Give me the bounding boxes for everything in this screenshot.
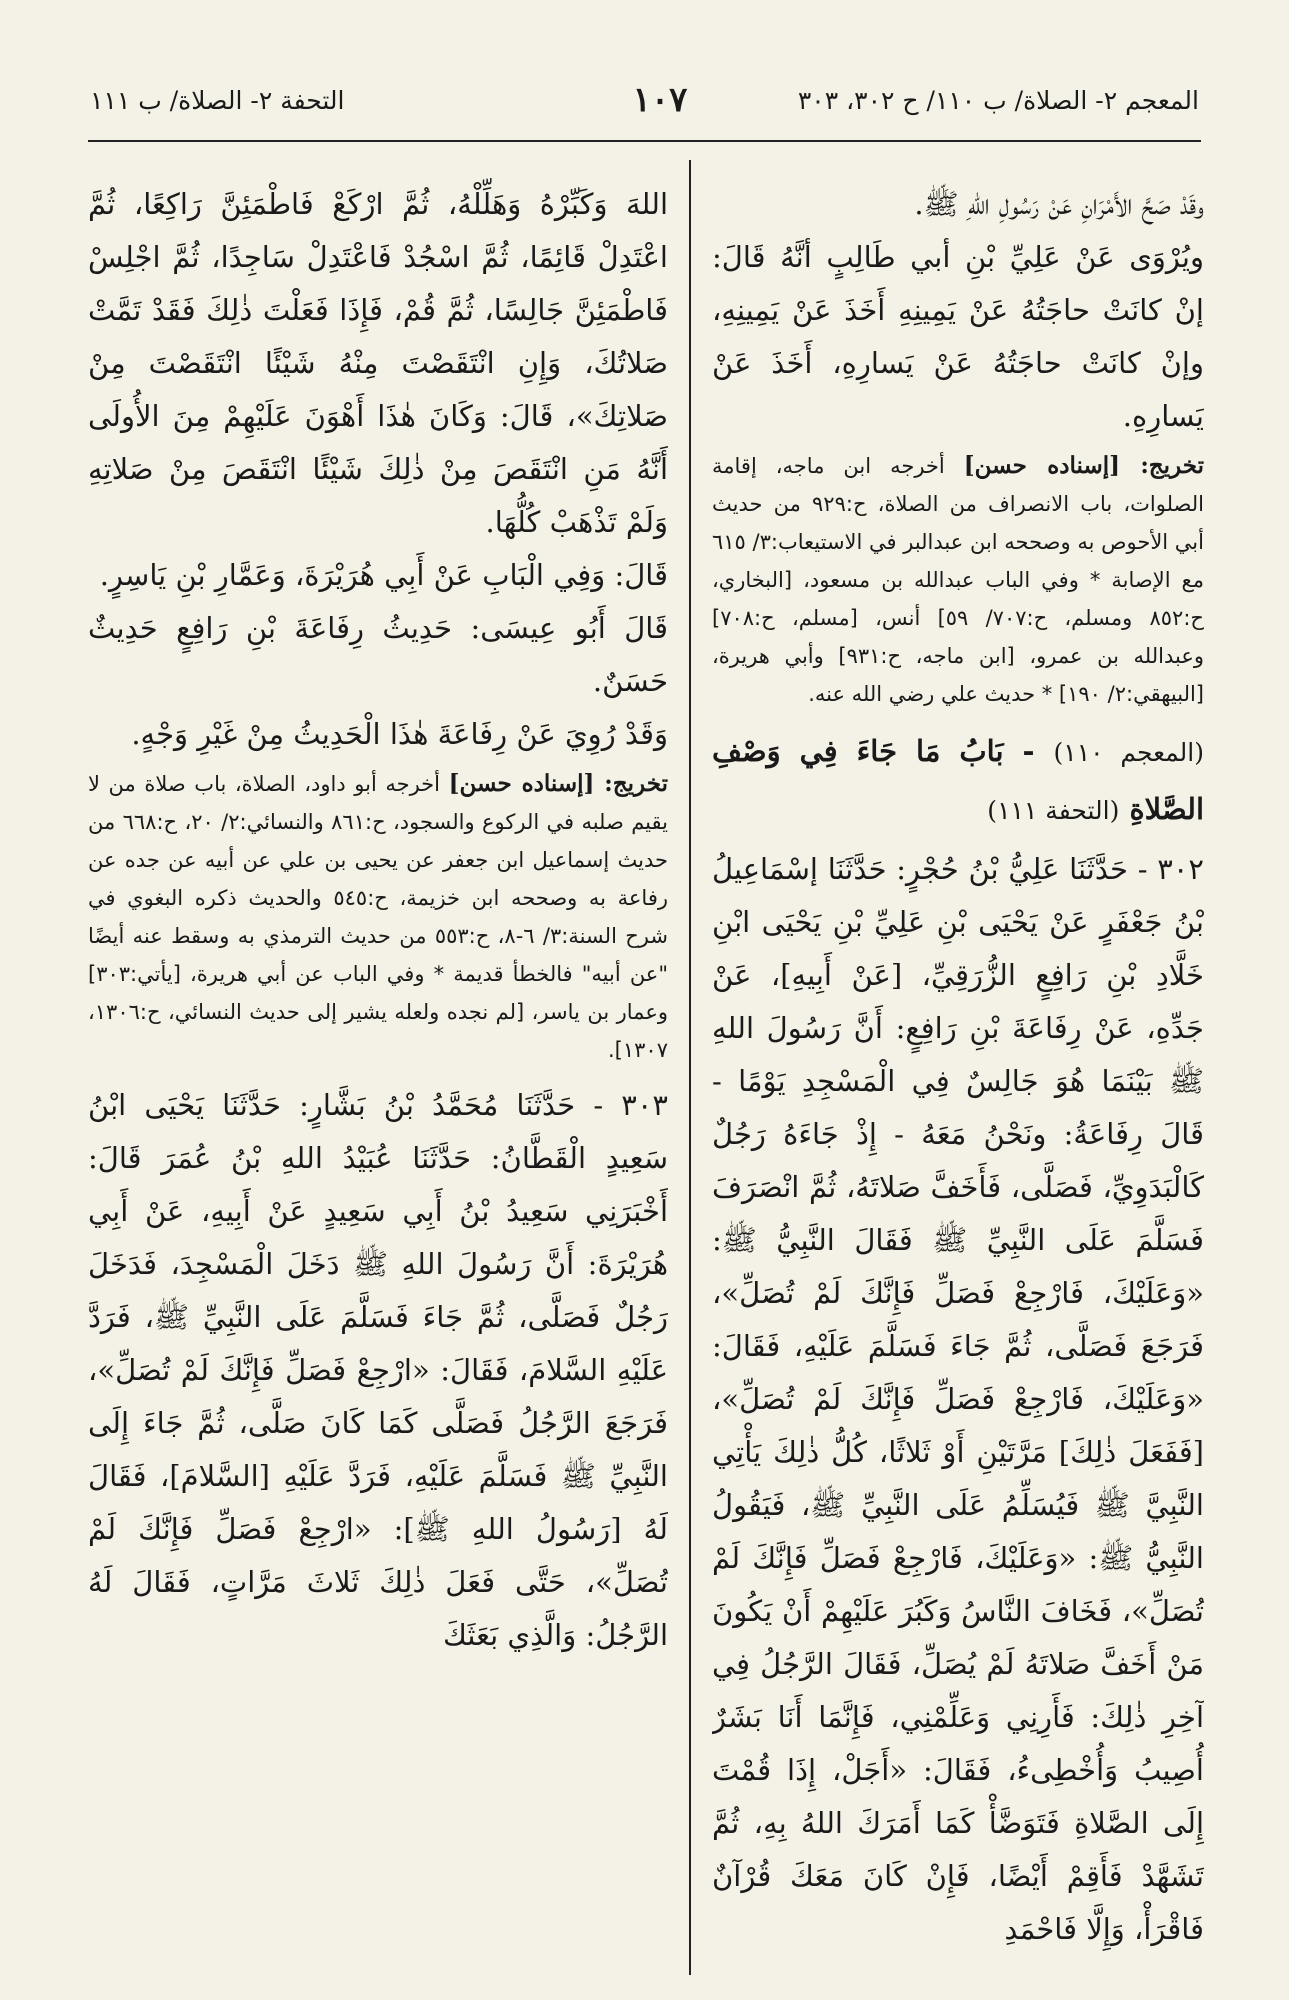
chapter-title: - بَابُ مَا جَاءَ فِي وَصْفِ الصَّلاةِ: [712, 734, 1204, 826]
paragraph: اللهَ وَكَبِّرْهُ وَهَلِّلْهُ، ثُمَّ ارْكَعْ فَاطْمَئِنَّ رَاكِعًا، ثُمَّ اعْتَدِلْ قَائِمًا، ثُمَّ اسْجُدْ فَاعْتَدِلْ سَاجِدًا، ثُمَّ اجْلِسْ فَاطْمَئِنَّ جَالِسًا، ثُمَّ قُمْ، فَإِذَا فَعَلْتَ ذٰلِكَ فَقَدْ تَمَّتْ صَلاتُكَ، وَإِنِ انْتَقَصْتَ مِنْهُ شَيْئًا انْتَقَصْتَ مِنْ صَلاتِكَ»، قَالَ: وَكَانَ هٰذَا أَهْوَنَ عَلَيْهِمْ مِنَ الأُولَى أَنَّهُ مَنِ انْتَقَصَ مِنْ ذٰلِكَ شَيْئًا انْتَقَصَ مِنْ صَلاتِهِ وَلَمْ تَذْهَبْ كُلُّهَا.: [88, 187, 668, 539]
chapter-heading: [712, 723, 1204, 839]
paragraph: ويُرْوَى عَنْ عَلِيِّ بْنِ أبي طَالِبٍ أنَّهُ قَالَ: إنْ كانَتْ حاجَتُهُ عَنْ يَمِينِهِ أَخَذَ عَنْ يَمِينِهِ، وإنْ كانَتْ حاجَتُهُ عَنْ يَسارِهِ، أَخَذَ عَنْ يَسارِهِ.: [712, 240, 1204, 433]
paragraph: قَالَ: وَفِي الْبَابِ عَنْ أَبِي هُرَيْرَةَ، وَعَمَّارِ بْنِ يَاسِرٍ.: [99, 558, 668, 592]
takhrij-text: أخرجه أبو داود، الصلاة، باب صلاة من لا يقيم صلبه في الركوع والسجود، ح:٨٦١ والنسائي:٢/ ٢٠، ح:٦٦٨ من حديث إسماعيل ابن جعفر عن يحيى بن علي عن أبيه عن جده عن رفاعة به وصححه ابن خزيمة، ح:٥٤٥ والحديث ذكره البغوي في شرح السنة:٣/ ٦-٨، ح:٥٥٣ من حديث الترمذي به وسقط عنه أيضًا "عن أبيه" فالخطأ قديمة * وفي الباب عن أبي هريرة، [يأتي:٣٠٣] وعمار بن ياسر، [لم نجده ولعله يشير إلى حديث النسائي، ح:١٣٠٦، ١٣٠٧].: [88, 772, 668, 1062]
right-column: [712, 178, 1204, 1978]
header-tuhfa-ref: التحفة ٢- الصلاة/ ب ١١١: [90, 86, 345, 115]
takhrij-text: أخرجه ابن ماجه، إقامة الصلوات، باب الانصراف من الصلاة، ح:٩٢٩ من حديث أبي الأحوص به وصححه ابن عبدالبر في الاستيعاب:٣/ ٦١٥ مع الإصابة * وفي الباب عبدالله بن مسعود، [البخاري، ح:٨٥٢ ومسلم، ح:٧٠٧/ ٥٩] أنس، [مسلم، ح:٧٠٨] وعبدالله بن عمرو، [ابن ماجه، ح:٩٣١] وأبي هريرة، [البيهقي:٢/ ١٩٠] * حديث علي رضي الله عنه.: [712, 454, 1204, 706]
page-number: ١٠٧: [632, 80, 688, 120]
paragraph: قَالَ أَبُو عِيسَى: حَدِيثُ رِفَاعَةَ بْنِ رَافِعٍ حَدِيثٌ حَسَنٌ.: [88, 611, 668, 698]
paragraph: وَقَدْ رُوِيَ عَنْ رِفَاعَةَ هٰذَا الْحَدِيثُ مِنْ غَيْرِ وَجْهٍ.: [131, 717, 668, 751]
running-header: [0, 80, 1289, 136]
takhrij-note: [88, 765, 668, 1069]
hadith-303: ٣٠٣ - حَدَّثَنَا مُحَمَّدُ بْنُ بَشَّارٍ: حَدَّثَنَا يَحْيَى ابْنُ سَعِيدٍ الْقَطَّانُ: حَدَّثَنَا عُبَيْدُ اللهِ بْنُ عُمَرَ قَالَ: أَخْبَرَنِي سَعِيدُ بْنُ أَبِي سَعِيدٍ عَنْ أَبِيهِ، عَنْ أَبِي هُرَيْرَةَ: أَنَّ رَسُولَ اللهِ ﷺ دَخَلَ الْمَسْجِدَ، فَدَخَلَ رَجُلٌ فَصَلَّى، ثُمَّ جَاءَ فَسَلَّمَ عَلَى النَّبِيِّ ﷺ، فَرَدَّ عَلَيْهِ السَّلامَ، فَقَالَ: «ارْجِعْ فَصَلِّ فَإِنَّكَ لَمْ تُصَلِّ»، فَرَجَعَ الرَّجُلُ فَصَلَّى كَمَا كَانَ صَلَّى، ثُمَّ جَاءَ إِلَى النَّبِيِّ ﷺ فَسَلَّمَ عَلَيْهِ، فَرَدَّ عَلَيْهِ [السَّلامَ]، فَقَالَ لَهُ [رَسُولُ اللهِ ﷺ]: «ارْجِعْ فَصَلِّ فَإِنَّكَ لَمْ تُصَلِّ»، حَتَّى فَعَلَ ذٰلِكَ ثَلاثَ مَرَّاتٍ، فَقَالَ لَهُ الرَّجُلُ: وَالَّذِي بَعَثَكَ: [88, 1088, 668, 1652]
chapter-tuhfa-number: (التحفة ١١١): [987, 796, 1120, 825]
hadith-302: ٣٠٢ - حَدَّثَنَا عَلِيُّ بْنُ حُجْرٍ: حَدَّثَنَا إسْمَاعِيلُ بْنُ جَعْفَرٍ عَنْ يَحْيَى بْنِ عَلِيِّ بْنِ يَحْيَى ابْنِ خَلَّادِ بْنِ رَافِعٍ الزُّرَقِيِّ، [عَنْ أَبِيهِ]، عَنْ جَدِّهِ، عَنْ رِفَاعَةَ بْنِ رَافِعٍ: أَنَّ رَسُولَ اللهِ ﷺ بَيْنَمَا هُوَ جَالِسٌ فِي الْمَسْجِدِ يَوْمًا - قَالَ رِفَاعَةُ: ونَحْنُ مَعَهُ - إِذْ جَاءَهُ رَجُلٌ كَالْبَدَوِيِّ، فَصَلَّى، فَأَخَفَّ صَلاتَهُ، ثُمَّ انْصَرَفَ فَسَلَّمَ عَلَى النَّبِيِّ ﷺ فَقَالَ النَّبِيُّ ﷺ: «وَعَلَيْكَ، فَارْجِعْ فَصَلِّ فَإِنَّكَ لَمْ تُصَلِّ»، فَرَجَعَ فَصَلَّى، ثُمَّ جَاءَ فَسَلَّمَ عَلَيْهِ، فَقَالَ: «وَعَلَيْكَ، فَارْجِعْ فَصَلِّ فَإِنَّكَ لَمْ تُصَلِّ»، [فَفَعَلَ ذٰلِكَ] مَرَّتَيْنِ أَوْ ثَلاثًا، كُلُّ ذٰلِكَ يَأْتِي النَّبِيَّ ﷺ فَيُسَلِّمُ عَلَى النَّبِيِّ ﷺ، فَيَقُولُ النَّبِيُّ ﷺ: «وَعَلَيْكَ، فَارْجِعْ فَصَلِّ فَإِنَّكَ لَمْ تُصَلِّ»، فَخَافَ النَّاسُ وَكَبُرَ عَلَيْهِمْ أَنْ يَكُونَ مَنْ أَخَفَّ صَلاتَهُ لَمْ يُصَلِّ، فَقَالَ الرَّجُلُ فِي آخِرِ ذٰلِكَ: فَأَرِنِي وَعَلِّمْنِي، فَإِنَّمَا أَنَا بَشَرٌ أُصِيبُ وَأُخْطِىءُ، فَقَالَ: «أَجَلْ، إِذَا قُمْتَ إِلَى الصَّلاةِ فَتَوَضَّأْ كَمَا أَمَرَكَ اللهُ بِهِ، ثُمَّ تَشَهَّدْ فَأَقِمْ أَيْضًا، فَإِنْ كَانَ مَعَكَ قُرْآنٌ فَاقْرَأْ، وَإِلَّا فَاحْمَدِ: [712, 852, 1204, 1946]
chapter-muajam-number: (المعجم ١١٠): [1053, 738, 1204, 767]
header-rule: [88, 140, 1201, 142]
paragraph: وقَدْ صَحَّ الأَمْرَانِ عَنْ رَسُولِ اللهِ ﷺ.: [914, 187, 1204, 221]
takhrij-label: تخريج: [إسناده حسن]: [963, 452, 1204, 479]
takhrij-label: تخريج: [إسناده حسن]: [448, 770, 668, 797]
column-divider: [689, 160, 691, 1975]
left-column: [88, 178, 668, 1978]
takhrij-note: [712, 447, 1204, 713]
header-muajam-ref: المعجم ٢- الصلاة/ ب ١١٠/ ح ٣٠٢، ٣٠٣: [797, 86, 1199, 115]
